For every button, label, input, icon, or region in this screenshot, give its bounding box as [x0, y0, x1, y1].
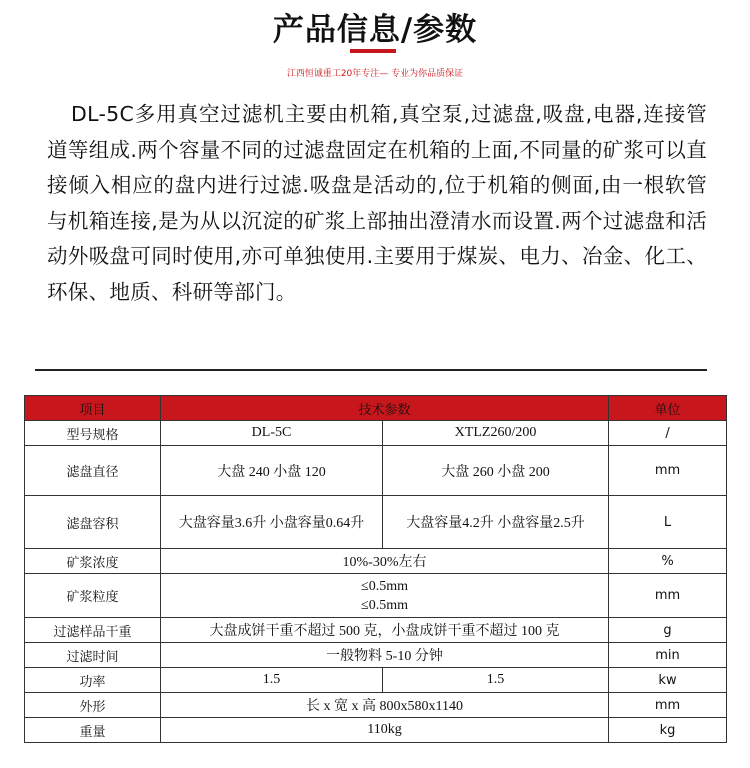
cell-value: 10%-30%左右 [161, 549, 609, 574]
row-label: 滤盘容积 [25, 496, 161, 549]
row-label: 外形 [25, 693, 161, 718]
cell-value: 大盘容量4.2升 小盘容量2.5升 [383, 496, 609, 549]
cell-unit: kg [609, 718, 727, 743]
table-row [25, 574, 727, 618]
row-label: 滤盘直径 [25, 446, 161, 496]
spec-table [24, 395, 727, 743]
row-label: 过滤样品干重 [25, 618, 161, 643]
header-item: 项目 [25, 396, 161, 421]
product-description: DL-5C多用真空过滤机主要由机箱,真空泵,过滤盘,吸盘,电器,连接管道等组成.两个容量不同的过滤盘固定在机箱的上面,不同量的矿浆可以直接倾入相应的盘内进行过滤.吸盘是活动的,位于机箱的侧面,由一根软管与机箱连接,是为从以沉淀的矿浆上部抽出澄清水而设置.两个过滤盘和活动外吸盘可同时使用,亦可单独使用.主要用于煤炭、电力、冶金、化工、环保、地质、科研等部门。 [47, 102, 707, 304]
section-divider [35, 369, 707, 371]
cell-unit: L [609, 496, 727, 549]
cell-unit: mm [609, 693, 727, 718]
row-label: 重量 [25, 718, 161, 743]
row-label: 矿浆粒度 [25, 574, 161, 618]
cell-value: 1.5 [383, 668, 609, 693]
cell-unit: min [609, 643, 727, 668]
cell-unit: kw [609, 668, 727, 693]
page-title: 产品信息/参数 [272, 12, 478, 48]
cell-value: 大盘 260 小盘 200 [383, 446, 609, 496]
cell-value: 110kg [161, 718, 609, 743]
table-row [25, 421, 727, 446]
table-row [25, 668, 727, 693]
cell-value: 1.5 [161, 668, 383, 693]
table-row [25, 693, 727, 718]
cell-value: DL-5C [161, 421, 383, 446]
table-row [25, 549, 727, 574]
table-row [25, 496, 727, 549]
cell-value: 大盘 240 小盘 120 [161, 446, 383, 496]
cell-value [161, 574, 609, 618]
cell-unit: g [609, 618, 727, 643]
row-label: 矿浆浓度 [25, 549, 161, 574]
cell-value: 大盘成饼干重不超过 500 克，小盘成饼干重不超过 100 克 [161, 618, 609, 643]
cell-unit: mm [609, 574, 727, 618]
page-subtitle: 江西恒诚重工20年专注— 专业为你品质保证 [286, 69, 464, 79]
table-row [25, 643, 727, 668]
cell-value: 一般物料 5-10 分钟 [161, 643, 609, 668]
table-row [25, 718, 727, 743]
cell-value: 大盘容量3.6升 小盘容量0.64升 [161, 496, 383, 549]
cell-value: 长 x 宽 x 高 800x580x1140 [161, 693, 609, 718]
cell-unit: / [609, 421, 727, 446]
header-unit: 单位 [609, 396, 727, 421]
row-label: 功率 [25, 668, 161, 693]
cell-unit: mm [609, 446, 727, 496]
granularity-line: ≤0.5mm [361, 597, 408, 613]
title-underline [350, 49, 396, 53]
header-params: 技术参数 [161, 396, 609, 421]
row-label: 过滤时间 [25, 643, 161, 668]
cell-unit: % [609, 549, 727, 574]
table-row [25, 618, 727, 643]
table-header-row [25, 396, 727, 421]
row-label: 型号规格 [25, 421, 161, 446]
granularity-line: ≤0.5mm [361, 578, 408, 594]
table-row [25, 446, 727, 496]
cell-value: XTLZ260/200 [383, 421, 609, 446]
